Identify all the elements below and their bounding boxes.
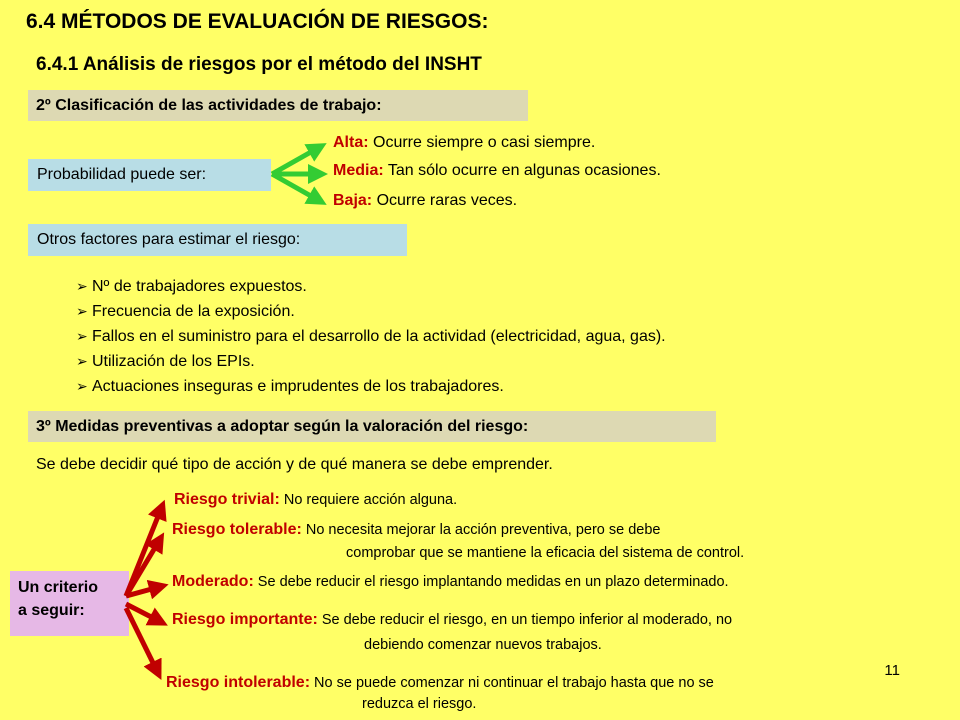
risk-importante-cont: debiendo comenzar nuevos trabajos. [364, 637, 602, 653]
other-factors-label: Otros factores para estimar el riesgo: [28, 224, 407, 256]
green-arrow-baja [272, 174, 318, 200]
level-name: Baja: [333, 192, 373, 209]
risk-desc: Se debe reducir el riesgo implantando medidas en un plazo determinado. [253, 574, 729, 590]
level-name: Alta: [333, 134, 369, 151]
list-item-text: Utilización de los EPIs. [92, 353, 255, 370]
level-desc: Ocurre raras veces. [372, 192, 518, 209]
risk-name: Moderado: [172, 573, 254, 590]
list-item-text: Fallos en el suministro para el desarrollo de la actividad (electricidad, agua, gas). [92, 328, 666, 345]
list-item-text: Frecuencia de la exposición. [92, 303, 295, 320]
risk-desc: Se debe reducir el riesgo, en un tiempo inferior al moderado, no [317, 612, 733, 628]
arrowhead-bullet-icon: ➢ [76, 303, 88, 319]
green-arrow-alta [272, 148, 318, 174]
page-title: 6.4 MÉTODOS DE EVALUACIÓN DE RIESGOS: [26, 10, 489, 33]
level-name: Media: [333, 162, 384, 179]
list-item-text: Nº de trabajadores expuestos. [92, 278, 307, 295]
level-desc: Tan sólo ocurre en algunas ocasiones. [383, 162, 661, 179]
risk-name: Riesgo importante: [172, 611, 318, 628]
section3-intro: Se debe decidir qué tipo de acción y de qué manera se debe emprender. [36, 456, 553, 473]
risk-tolerable-cont: comprobar que se mantiene la eficacia del sistema de control. [346, 545, 745, 561]
page-number: 11 [884, 662, 900, 679]
page-subtitle: 6.4.1 Análisis de riesgos por el método del INSHT [36, 54, 482, 75]
risk-name: Riesgo trivial: [174, 491, 280, 508]
criterion-line: Un criterio [18, 579, 99, 596]
risk-name: Riesgo intolerable: [166, 674, 311, 691]
arrowhead-bullet-icon: ➢ [76, 328, 88, 344]
probability-label: Probabilidad puede ser: [28, 159, 271, 191]
arrowhead-bullet-icon: ➢ [76, 378, 88, 394]
risk-desc: No requiere acción alguna. [279, 492, 458, 508]
section3-heading: 3º Medidas preventivas a adoptar según la valoración del riesgo: [28, 411, 716, 442]
arrowhead-bullet-icon: ➢ [76, 353, 88, 369]
risk-desc: No se puede comenzar ni continuar el trabajo hasta que no se [310, 675, 714, 691]
arrowhead-bullet-icon: ➢ [76, 278, 88, 294]
criterion-line: a seguir: [18, 602, 85, 619]
section2-heading: 2º Clasificación de las actividades de trabajo: [28, 90, 528, 121]
risk-name: Riesgo tolerable: [172, 521, 302, 538]
list-item-text: Actuaciones inseguras e imprudentes de los trabajadores. [92, 378, 504, 395]
level-desc: Ocurre siempre o casi siempre. [368, 134, 596, 151]
risk-intolerable-cont: reduzca el riesgo. [362, 696, 477, 712]
risk-desc: No necesita mejorar la acción preventiva, pero se debe [301, 522, 661, 538]
